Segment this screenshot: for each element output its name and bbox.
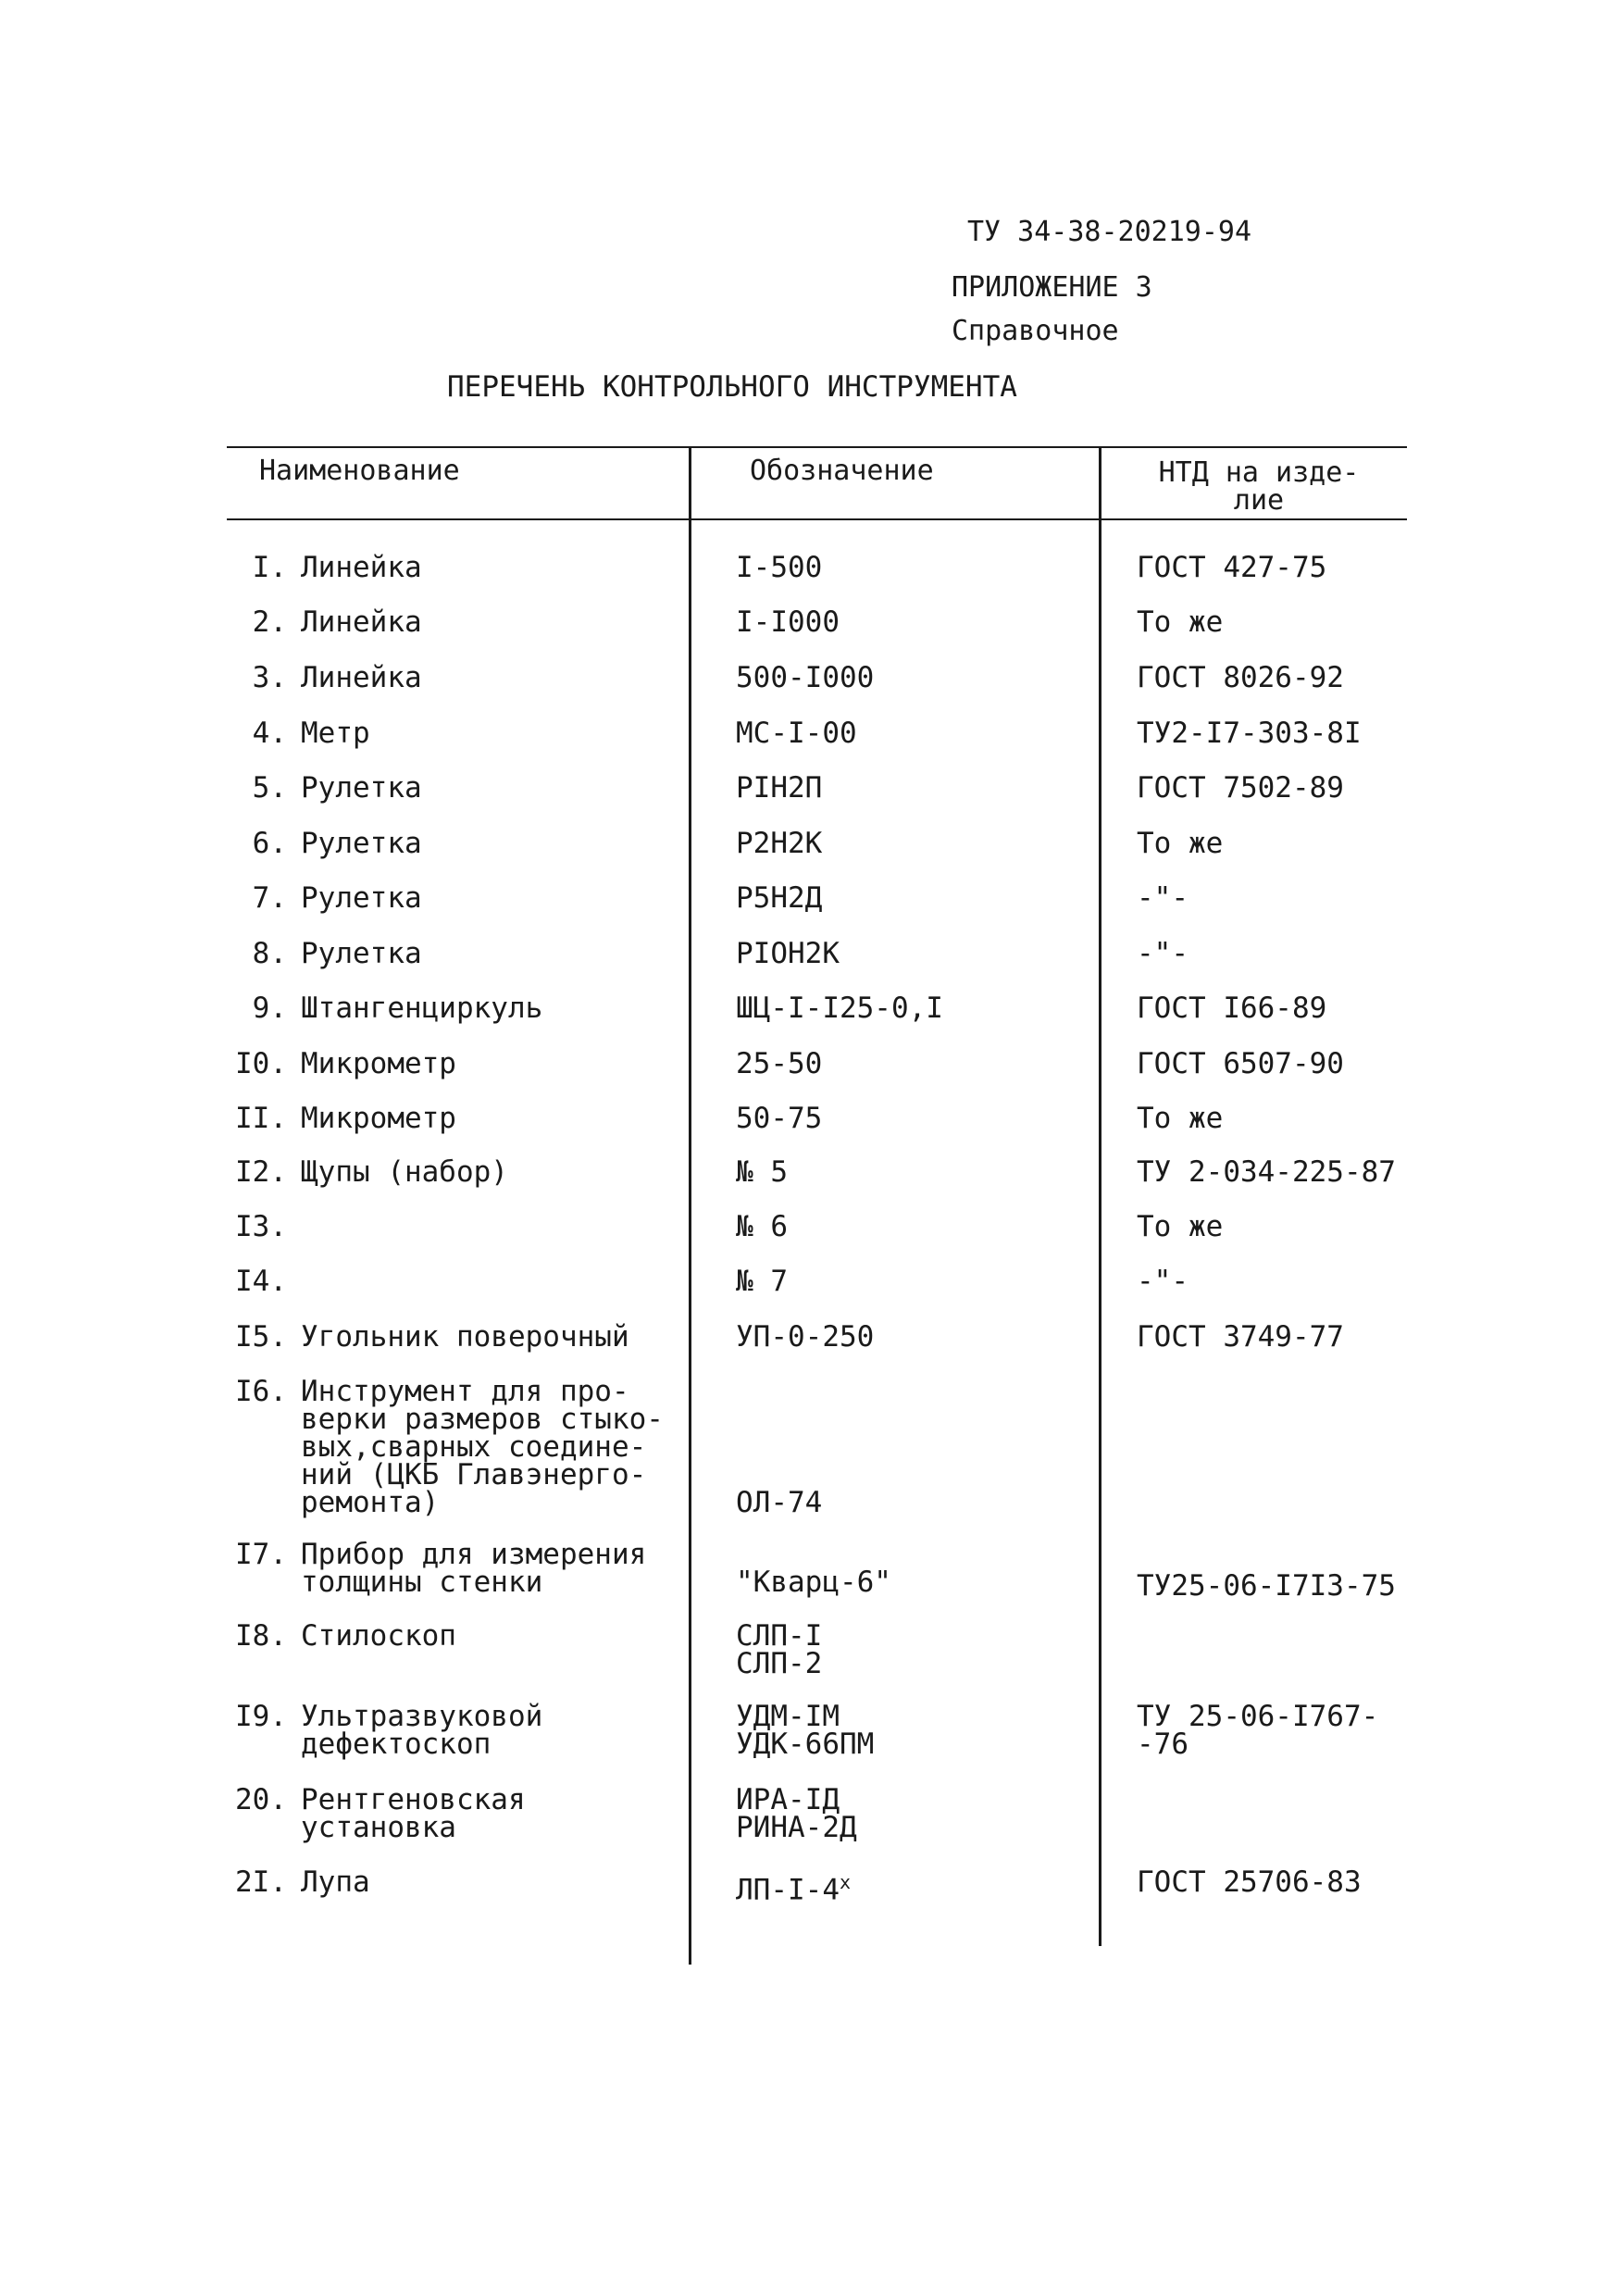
- row-code-text: ИРА-IД РИНА-2Д: [736, 1783, 857, 1844]
- row-code: [736, 551, 1088, 584]
- row-code: [736, 605, 1088, 639]
- column-divider-2: [1099, 446, 1101, 1946]
- row-name: Угольник поверочный: [301, 1320, 629, 1354]
- row-name: Рулетка: [301, 771, 422, 805]
- row-name: Лупа: [301, 1866, 370, 1899]
- row-code-superscript: х: [839, 1871, 852, 1893]
- row-code-text: СЛП-I СЛП-2: [736, 1619, 823, 1680]
- row-ntd: ГОСТ 7502-89: [1137, 771, 1344, 805]
- row-code: [736, 881, 1088, 915]
- row-ntd: ГОСТ 427-75: [1137, 551, 1327, 584]
- row-code: [736, 1868, 1088, 1907]
- row-code: [736, 1320, 1088, 1354]
- row-number: 6.: [252, 827, 287, 860]
- row-ntd: -"-: [1137, 881, 1189, 915]
- column-header-ntd: НТД на изде- лие: [1158, 456, 1360, 517]
- row-code-text: I-500: [736, 551, 823, 584]
- row-number: I5.: [235, 1320, 287, 1354]
- row-code-text: УДМ-IМ УДК-66ПМ: [736, 1700, 875, 1761]
- row-name: Линейка: [301, 605, 422, 639]
- row-name: Линейка: [301, 551, 422, 584]
- row-number: I3.: [235, 1210, 287, 1243]
- row-code-text: № 6: [736, 1210, 788, 1243]
- row-ntd: ТУ 2-034-225-87: [1137, 1155, 1396, 1189]
- row-code: [736, 992, 1088, 1025]
- row-number: 2I.: [235, 1866, 287, 1899]
- row-number: I7.: [235, 1538, 287, 1571]
- row-name: Щупы (набор): [301, 1155, 508, 1189]
- row-code: [736, 937, 1088, 970]
- appendix-label: ПРИЛОЖЕНИЕ 3: [952, 271, 1152, 304]
- row-name: Линейка: [301, 661, 422, 694]
- row-number: 7.: [252, 881, 287, 915]
- row-number: I6.: [235, 1375, 287, 1408]
- row-number: I2.: [235, 1155, 287, 1189]
- row-ntd: ГОСТ 25706-83: [1137, 1866, 1362, 1899]
- row-name: Рулетка: [301, 881, 422, 915]
- row-ntd: ГОСТ 3749-77: [1137, 1320, 1344, 1354]
- row-code: [736, 1265, 1088, 1298]
- row-number: 3.: [252, 661, 287, 694]
- row-ntd: ГОСТ 8026-92: [1137, 661, 1344, 694]
- row-number: I0.: [235, 1047, 287, 1080]
- row-code-text: ЛП-I-4: [736, 1873, 840, 1907]
- column-header-name: Наименование: [259, 455, 460, 487]
- row-ntd: ГОСТ I66-89: [1137, 992, 1327, 1025]
- row-code: [736, 1783, 1088, 1844]
- row-number: II.: [235, 1102, 287, 1135]
- row-code: [736, 1155, 1088, 1189]
- row-code: [736, 1102, 1088, 1135]
- row-code: [736, 717, 1088, 750]
- row-number: 5.: [252, 771, 287, 805]
- row-ntd: -"-: [1137, 1265, 1189, 1298]
- row-name: Рулетка: [301, 827, 422, 860]
- row-code-text: Р5Н2Д: [736, 881, 823, 915]
- row-code-text: 500-I000: [736, 661, 875, 694]
- row-name: Микрометр: [301, 1102, 456, 1135]
- row-ntd: ТУ 25-06-I767- -76: [1137, 1700, 1379, 1761]
- row-number: 4.: [252, 717, 287, 750]
- row-number: 2.: [252, 605, 287, 639]
- document-code: ТУ 34-38-20219-94: [967, 216, 1252, 248]
- row-code: [736, 1700, 1088, 1761]
- row-code-text: ШЦ-I-I25-0,I: [736, 992, 943, 1025]
- row-code: [736, 1566, 1088, 1599]
- row-code: [736, 1210, 1088, 1243]
- row-name: Инструмент для про- верки размеров стыко- вых,сварных соедине- ний (ЦКБ Главэнерго- ремонта): [301, 1375, 664, 1519]
- row-name: Микрометр: [301, 1047, 456, 1080]
- row-code-text: УП-0-250: [736, 1320, 875, 1354]
- row-code-text: Р2Н2К: [736, 827, 823, 860]
- row-number: I9.: [235, 1700, 287, 1733]
- row-code-text: 25-50: [736, 1047, 823, 1080]
- row-code: [736, 1486, 1088, 1519]
- row-code-text: I-I000: [736, 605, 840, 639]
- row-code: [736, 661, 1088, 694]
- page-title: ПЕРЕЧЕНЬ КОНТРОЛЬНОГО ИНСТРУМЕНТА: [447, 370, 1017, 404]
- table-header-rule: [227, 518, 1407, 520]
- row-name: Ультразвуковой дефектоскоп: [301, 1700, 543, 1761]
- row-code-text: 50-75: [736, 1102, 823, 1135]
- row-code-text: МС-I-00: [736, 717, 857, 750]
- table-top-rule: [227, 446, 1407, 448]
- row-number: 9.: [252, 992, 287, 1025]
- row-ntd: ГОСТ 6507-90: [1137, 1047, 1344, 1080]
- row-code: [736, 827, 1088, 860]
- row-code-text: ОЛ-74: [736, 1486, 823, 1519]
- row-code-text: № 7: [736, 1265, 788, 1298]
- row-name: Штангенциркуль: [301, 992, 543, 1025]
- row-number: I4.: [235, 1265, 287, 1298]
- row-code-text: "Кварц-6": [736, 1566, 891, 1599]
- row-code-text: РIОН2К: [736, 937, 840, 970]
- row-number: 20.: [235, 1783, 287, 1816]
- row-name: Рулетка: [301, 937, 422, 970]
- row-number: 8.: [252, 937, 287, 970]
- row-name: Стилоскоп: [301, 1619, 456, 1653]
- row-ntd: То же: [1137, 1210, 1224, 1243]
- row-code-text: № 5: [736, 1155, 788, 1189]
- row-ntd: ТУ25-06-I7I3-75: [1137, 1569, 1396, 1603]
- row-number: I8.: [235, 1619, 287, 1653]
- row-code: [736, 1619, 1088, 1680]
- row-code-text: РIН2П: [736, 771, 823, 805]
- row-ntd: ТУ2-I7-303-8I: [1137, 717, 1362, 750]
- row-name: Рентгеновская установка: [301, 1783, 526, 1844]
- row-ntd: -"-: [1137, 937, 1189, 970]
- row-name: Прибор для измерения толщины стенки: [301, 1538, 647, 1599]
- column-header-code: Обозначение: [750, 455, 934, 487]
- reference-label: Справочное: [952, 315, 1119, 347]
- row-code: [736, 1047, 1088, 1080]
- row-ntd: То же: [1137, 605, 1224, 639]
- row-ntd: То же: [1137, 1102, 1224, 1135]
- column-divider-1: [689, 446, 691, 1965]
- row-name: Метр: [301, 717, 370, 750]
- row-number: I.: [252, 551, 287, 584]
- row-ntd: То же: [1137, 827, 1224, 860]
- row-code: [736, 771, 1088, 805]
